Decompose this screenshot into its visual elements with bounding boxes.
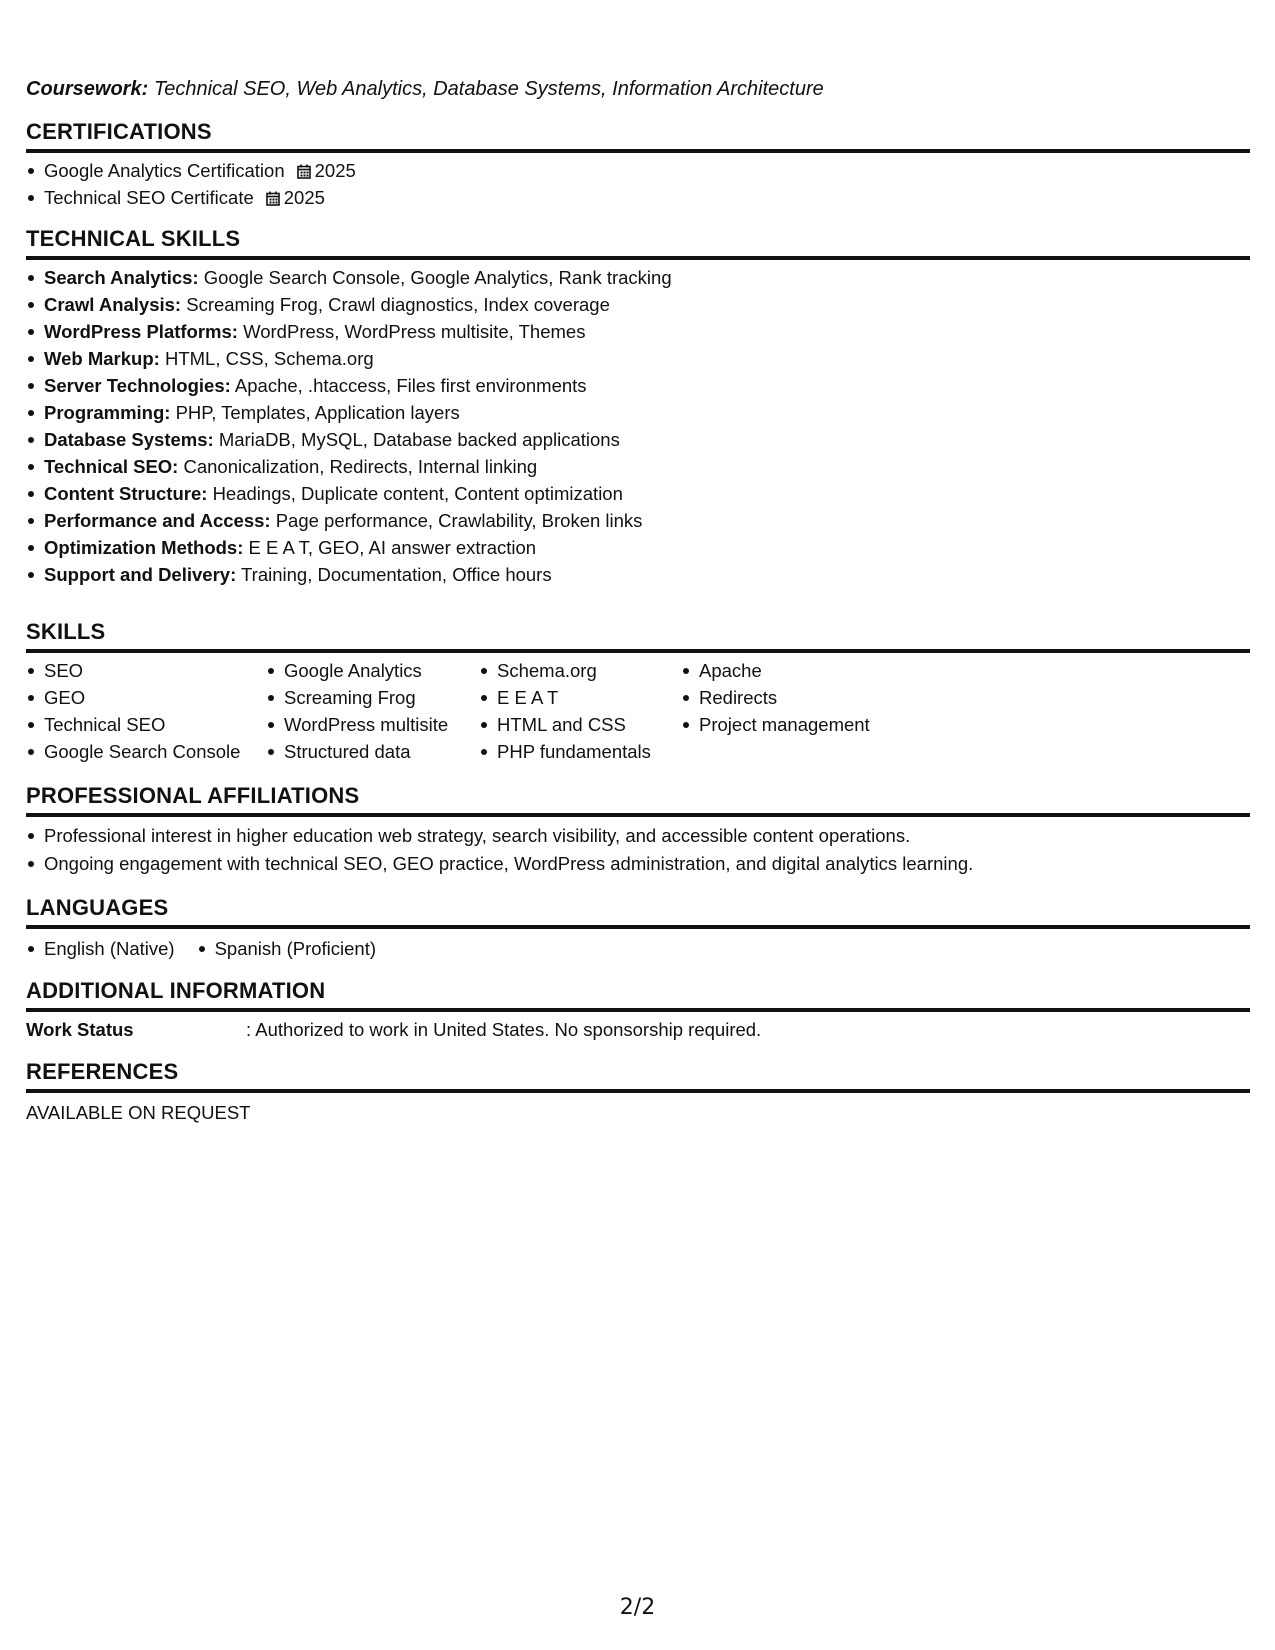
technical-skill-item xyxy=(26,264,1250,291)
affiliation-item: Ongoing engagement with technical SEO, GEO practice, WordPress administration, and digital analytics learning. xyxy=(26,850,1250,878)
certification-name: Google Analytics Certification xyxy=(44,160,285,181)
technical-skill-label: Crawl Analysis: xyxy=(44,294,182,315)
technical-skill-label: Optimization Methods: xyxy=(44,537,244,558)
skills-column-3 xyxy=(479,657,681,765)
skill-item: Schema.org xyxy=(479,657,681,684)
additional-info-section xyxy=(26,977,1250,1043)
technical-skill-label: Programming: xyxy=(44,402,171,423)
technical-skill-label: Server Technologies: xyxy=(44,375,231,396)
skills-columns xyxy=(26,657,1250,765)
additional-info-heading: ADDITIONAL INFORMATION xyxy=(26,977,1250,1012)
technical-skills-section xyxy=(26,225,1250,588)
work-status-label: Work Status xyxy=(26,1019,134,1040)
skills-section xyxy=(26,618,1250,765)
skill-item: Google Search Console xyxy=(26,738,266,765)
skills-heading: SKILLS xyxy=(26,618,1250,653)
affiliations-list xyxy=(26,822,1250,878)
technical-skill-label: Performance and Access: xyxy=(44,510,271,531)
technical-skill-value: Google Search Console, Google Analytics, Rank tracking xyxy=(203,267,672,288)
technical-skill-label: Search Analytics: xyxy=(44,267,199,288)
technical-skill-label: Database Systems: xyxy=(44,429,214,450)
skill-item: Project management xyxy=(681,711,941,738)
certification-item xyxy=(26,157,1250,184)
certifications-section xyxy=(26,118,1250,211)
technical-skill-value: MariaDB, MySQL, Database backed applications xyxy=(218,429,620,450)
languages-heading: LANGUAGES xyxy=(26,894,1250,929)
certifications-heading: CERTIFICATIONS xyxy=(26,118,1250,153)
references-section xyxy=(26,1058,1250,1126)
technical-skill-value: Canonicalization, Redirects, Internal linking xyxy=(183,456,538,477)
technical-skill-item xyxy=(26,345,1250,372)
technical-skills-heading: TECHNICAL SKILLS xyxy=(26,225,1250,260)
skill-item: Screaming Frog xyxy=(266,684,479,711)
certification-year: 2025 xyxy=(283,187,325,208)
technical-skill-label: Technical SEO: xyxy=(44,456,179,477)
work-status-value: : Authorized to work in United States. No sponsorship required. xyxy=(246,1019,762,1040)
technical-skill-item xyxy=(26,507,1250,534)
references-text: AVAILABLE ON REQUEST xyxy=(26,1102,251,1123)
skill-item: Technical SEO xyxy=(26,711,266,738)
skill-item: Google Analytics xyxy=(266,657,479,684)
calendar-icon xyxy=(266,191,280,206)
technical-skill-item xyxy=(26,561,1250,588)
page-number: 2/2 xyxy=(619,1595,656,1620)
technical-skill-value: Screaming Frog, Crawl diagnostics, Index coverage xyxy=(186,294,610,315)
skill-item: GEO xyxy=(26,684,266,711)
technical-skill-value: Training, Documentation, Office hours xyxy=(241,564,552,585)
certification-year: 2025 xyxy=(314,160,356,181)
technical-skill-item xyxy=(26,372,1250,399)
technical-skill-value: Page performance, Crawlability, Broken links xyxy=(275,510,643,531)
certifications-list xyxy=(26,157,1250,211)
certification-name: Technical SEO Certificate xyxy=(44,187,254,208)
skill-item: E E A T xyxy=(479,684,681,711)
technical-skill-value: Headings, Duplicate content, Content optimization xyxy=(212,483,623,504)
skill-item: PHP fundamentals xyxy=(479,738,681,765)
technical-skill-value: E E A T, GEO, AI answer extraction xyxy=(248,537,537,558)
technical-skill-item xyxy=(26,291,1250,318)
language-item: English (Native) xyxy=(26,935,175,962)
affiliation-item: Professional interest in higher education web strategy, search visibility, and accessible content operations. xyxy=(26,822,1250,850)
skill-item: Structured data xyxy=(266,738,479,765)
coursework-text: Technical SEO, Web Analytics, Database Systems, Information Architecture xyxy=(153,78,824,100)
technical-skill-item xyxy=(26,318,1250,345)
coursework-label: Coursework: xyxy=(26,78,149,100)
language-item: Spanish (Proficient) xyxy=(197,935,376,962)
technical-skill-item xyxy=(26,426,1250,453)
technical-skill-item xyxy=(26,453,1250,480)
skill-item: Apache xyxy=(681,657,941,684)
technical-skill-item xyxy=(26,480,1250,507)
calendar-icon xyxy=(297,164,311,179)
references-heading: REFERENCES xyxy=(26,1058,1250,1093)
technical-skill-item xyxy=(26,534,1250,561)
skills-column-2 xyxy=(266,657,479,765)
languages-list xyxy=(26,935,1250,962)
skill-item: WordPress multisite xyxy=(266,711,479,738)
technical-skill-value: Apache, .htaccess, Files first environments xyxy=(234,375,587,396)
technical-skill-item xyxy=(26,399,1250,426)
skill-item: HTML and CSS xyxy=(479,711,681,738)
skills-column-1 xyxy=(26,657,266,765)
certification-item xyxy=(26,184,1250,211)
technical-skill-value: WordPress, WordPress multisite, Themes xyxy=(243,321,586,342)
affiliations-section xyxy=(26,782,1250,878)
technical-skill-value: PHP, Templates, Application layers xyxy=(175,402,460,423)
technical-skill-value: HTML, CSS, Schema.org xyxy=(164,348,374,369)
skill-item: Redirects xyxy=(681,684,941,711)
technical-skill-label: Content Structure: xyxy=(44,483,208,504)
work-status-row xyxy=(26,1016,1250,1043)
coursework-line xyxy=(26,78,824,101)
languages-section xyxy=(26,894,1250,962)
affiliations-heading: PROFESSIONAL AFFILIATIONS xyxy=(26,782,1250,817)
skills-column-4 xyxy=(681,657,941,765)
technical-skills-list xyxy=(26,264,1250,588)
technical-skill-label: Support and Delivery: xyxy=(44,564,237,585)
skill-item: SEO xyxy=(26,657,266,684)
technical-skill-label: Web Markup: xyxy=(44,348,160,369)
technical-skill-label: WordPress Platforms: xyxy=(44,321,238,342)
